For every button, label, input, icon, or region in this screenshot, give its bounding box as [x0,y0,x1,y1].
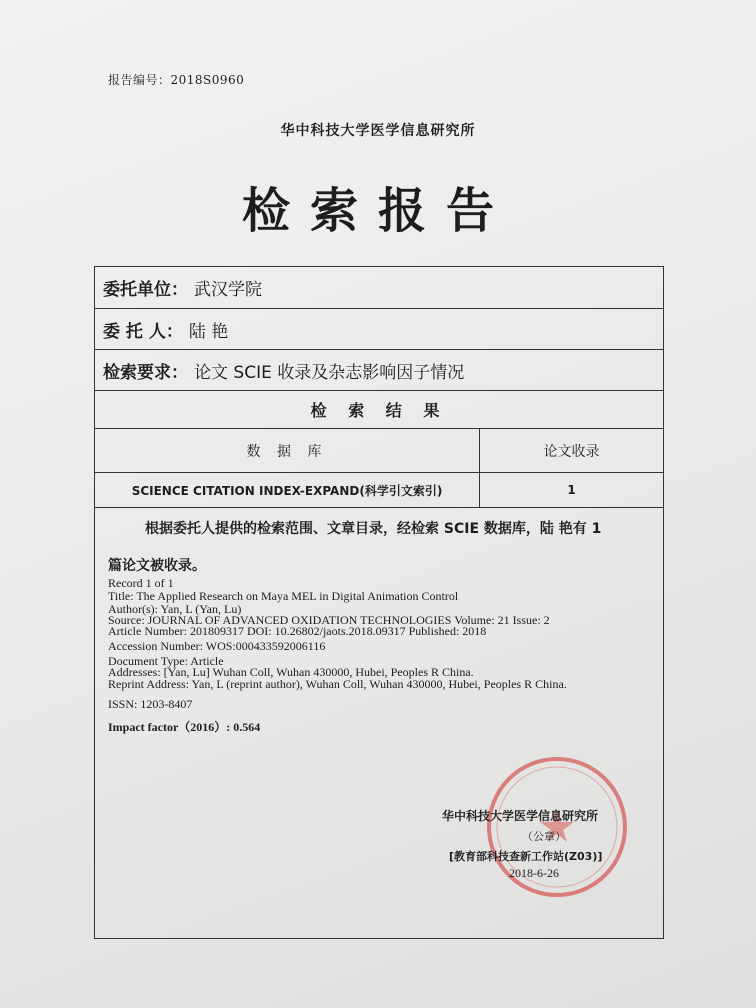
record-title: Title: The Applied Research on Maya MEL in Digital Animation Control [108,589,459,603]
impact-factor: Impact factor（2016）: 0.564 [108,720,261,734]
record-doc-type: Document Type: Article [108,654,224,668]
column-database: 数 据 库 [95,429,480,472]
summary-line-2: 篇论文被收录。 [108,558,206,574]
row-client-person [95,309,663,350]
record-article-number: Article Number: 201809317 DOI: 10.26802/jaots.2018.09317 Published: 2018 [108,624,487,638]
search-request-value: 论文 SCIE 收录及杂志影响因子情况 [194,362,465,383]
signature-date: 2018-6-26 [509,866,559,880]
institute-name: 华中科技大学医学信息研究所 [280,123,476,139]
record-authors: Author(s): Yan, L (Yan, Lu) [108,602,242,616]
database-name: SCIENCE CITATION INDEX-EXPAND(科学引文索引) [95,473,480,507]
page-title: 检索报告 [241,183,514,239]
record-addresses: Addresses: [Yan, Lu] Wuhan Coll, Wuhan 430000, Hubei, Peoples R China. [108,665,474,679]
record-accession: Accession Number: WOS:000433592006116 [108,639,326,653]
search-result-header: 检 索 结 果 [95,391,663,429]
client-person-value: 陆 艳 [188,321,229,342]
client-person-label: 委 托 人： [103,321,183,342]
row-client-unit [95,267,663,309]
signature-seal-note: （公章） [522,830,566,843]
report-number: 报告编号：2018S0960 [108,73,245,87]
record-reprint-address: Reprint Address: Yan, L (reprint author), Wuhan Coll, Wuhan 430000, Hubei, Peoples R China. [108,677,567,691]
record-issn: ISSN: 1203-8407 [108,697,193,711]
client-unit-value: 武汉学院 [194,280,262,300]
record-source: Source: JOURNAL OF ADVANCED OXIDATION TECHNOLOGIES Volume: 21 Issue: 2 [108,613,550,627]
row-search-request [95,350,663,391]
signature-station: [教育部科技查新工作站(Z03)] [449,850,603,863]
record-count: Record 1 of 1 [108,576,174,590]
table-row [95,473,663,508]
client-unit-label: 委托单位： [103,280,188,300]
result-table-header [95,429,663,473]
paper-count: 1 [567,483,576,497]
column-paper-count: 论文收录 [543,443,600,460]
signature-org: 华中科技大学医学信息研究所 [442,809,599,823]
search-request-label: 检索要求： [103,362,188,383]
summary-line-1: 根据委托人提供的检索范围、文章目录，经检索 SCIE 数据库，陆 艳有 1 [145,521,602,537]
